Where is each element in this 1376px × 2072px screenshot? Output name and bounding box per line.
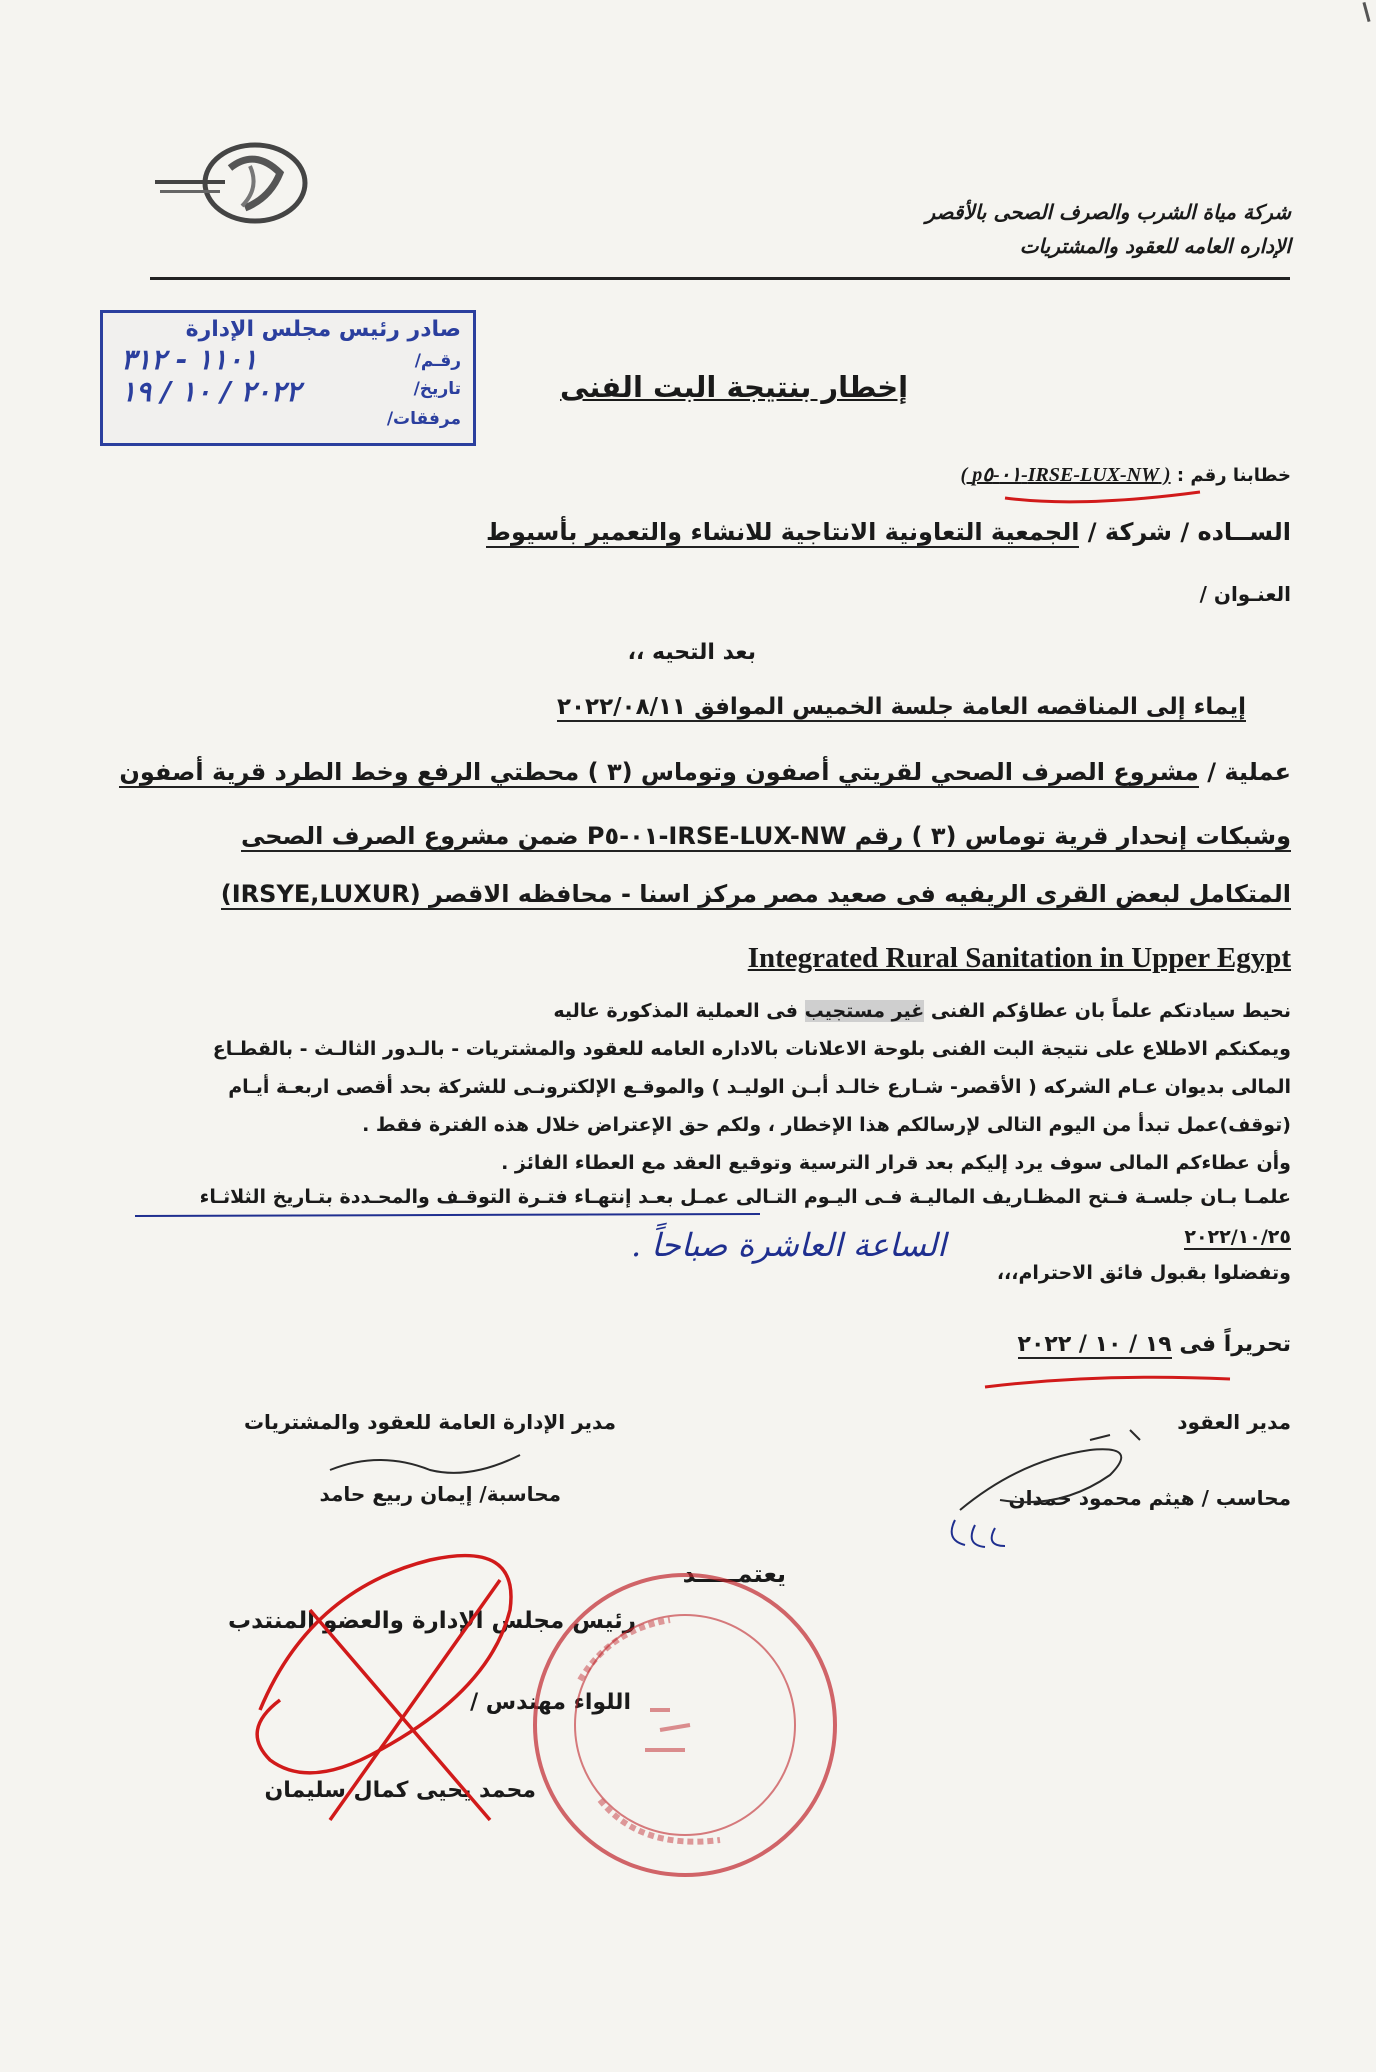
stamp-number-label: رقـم/: [414, 351, 461, 371]
corner-mark: [1362, 2, 1370, 22]
rank-label: اللواء مهندس /: [470, 1690, 631, 1715]
company-name: [925, 195, 1291, 263]
company-seal: [520, 1560, 850, 1890]
paragraph-2: ويمكنكم الاطلاع على نتيجة البت الفنى بلوحة الاعلانات بالاداره العامه للعقود والمشتريات - بالـدور الثالـث - بالقطـاع: [212, 1038, 1291, 1060]
stamp-header: صادر رئيس مجلس الإدارة: [185, 317, 461, 342]
paragraph-1-start: نحيط سيادتكم علماً بان عطاؤكم الفنى: [930, 1000, 1291, 1022]
greeting: بعد التحيه ،،: [627, 640, 756, 665]
paragraph-7-date: [1184, 1226, 1291, 1248]
date-row: [1018, 1332, 1291, 1357]
header-divider: [150, 277, 1290, 280]
stamp-date-label: تاريخ/: [413, 379, 461, 399]
red-underline-ref: [1000, 480, 1210, 510]
paragraph-6: علمـا بـان جلسـة فـتح المظـاريف الماليـة فـى اليـوم التـالى عمـل بعـد إنتهـاء فتـرة التوقـف والمحـددة بتـاريخ الثلاثـاء: [199, 1186, 1291, 1208]
general-manager-name: محاسبة/ إيمان ربيع حامد: [319, 1482, 561, 1506]
contracts-manager-title: مدير العقود: [1177, 1410, 1291, 1434]
paragraph-3: المالى بديوان عـام الشركه ( الأقصر- شـارع خالـد أبـن الوليـد ) والموقـع الإلكترونـى للشركة بحد أقصى اربعـة أيـام: [228, 1076, 1291, 1098]
chairman-red-signature: [220, 1500, 560, 1840]
contracts-manager-signature: [940, 1420, 1200, 1550]
operation-text-1: مشروع الصرف الصحي لقريتي أصفون وتوماس (٣ ) محطتي الرفع وخط الطرد قرية أصفون: [119, 758, 1199, 786]
addressee-label: الســاده / شركة /: [1087, 518, 1291, 546]
date-value: ١٩ / ١٠ / ٢٠٢٢: [1017, 1332, 1172, 1357]
operation-line-2: [241, 822, 1291, 850]
paragraph-4: (توقف)عمل تبدأ من اليوم التالى لإرسالكم هذا الإخطار ، ولكم حق الإعتراض خلال هذه الفترة فقط .: [362, 1114, 1291, 1136]
approval-label: يعتمـــــد: [682, 1560, 786, 1588]
reference-value: ( IRSE-LUX-NW-٠١-p٥ ): [960, 464, 1171, 486]
operation-text-2: وشبكات إنحدار قرية توماس (٣ ) رقم IRSE-LUX-NW-٠١-P٥ ضمن مشروع الصرف الصحى: [240, 822, 1291, 850]
tender-reference-text: إيماء إلى المناقصه العامة جلسة الخميس الموافق ٢٠٢٢/٠٨/١١: [556, 694, 1246, 720]
outgoing-stamp: [100, 310, 476, 446]
paragraph-1: [553, 1000, 1291, 1022]
chairman-title: رئيس مجلس الإدارة والعضو المنتدب: [227, 1608, 636, 1634]
red-underline-date: [980, 1365, 1240, 1395]
contracts-manager-name: محاسب / هيثم محمود حمدان: [1008, 1486, 1291, 1510]
stamp-attachments-label: مرفقات/: [386, 409, 461, 429]
department-line: الإداره العامه للعقود والمشتريات: [1019, 234, 1291, 258]
reference-label: خطابنا رقم :: [1176, 465, 1291, 486]
handwritten-time-note: الساعة العاشرة صباحاً .: [630, 1226, 946, 1264]
paragraph-1-highlight: غير مستجيب: [804, 1000, 925, 1022]
tender-reference: [557, 694, 1246, 720]
blue-underline-para6: [130, 1206, 770, 1226]
address-label: العنـوان /: [1199, 582, 1291, 606]
operation-line-1: [119, 758, 1291, 786]
document-title: إخطار بنتيجة البت الفنى: [560, 370, 909, 404]
chairman-name: محمد يحيى كمال سليمان: [264, 1778, 536, 1803]
company-line-1: شركة مياة الشرب والصرف الصحى بالأقصر: [925, 200, 1291, 224]
addressee-name: الجمعية التعاونية الانتاجية للانشاء والتعمير بأسيوط: [486, 518, 1080, 546]
paragraph-1-end: فى العملية المذكورة عاليه: [553, 1000, 798, 1022]
date-label: تحريراً فى: [1179, 1332, 1291, 1357]
addressee-row: [486, 518, 1291, 546]
operation-label: عملية /: [1207, 758, 1291, 786]
paragraph-5: وأن عطاءكم المالى سوف يرد إليكم بعد قرار الترسية وتوقيع العقد مع العطاء الفائز .: [501, 1152, 1291, 1174]
stamp-date-value: ٢٠٢٢ / ١٠ / ١٩: [121, 375, 301, 408]
company-logo: [150, 138, 310, 228]
operation-line-3: [221, 880, 1291, 908]
stamp-number-value: ١١٠١ - ٣١٢: [121, 343, 258, 376]
operation-text-3: المتكامل لبعض القرى الريفيه فى صعيد مصر مركز اسنا - محافظه الاقصر (IRSYE,LUXUR): [220, 880, 1291, 908]
general-manager-title: مدير الإدارة العامة للعقود والمشتريات: [243, 1410, 616, 1434]
closing: وتفضلوا بقبول فائق الاحترام،،،: [996, 1262, 1291, 1284]
session-date: ٢٠٢٢/١٠/٢٥: [1184, 1226, 1291, 1248]
english-project-title: Integrated Rural Sanitation in Upper Egypt: [747, 942, 1291, 974]
